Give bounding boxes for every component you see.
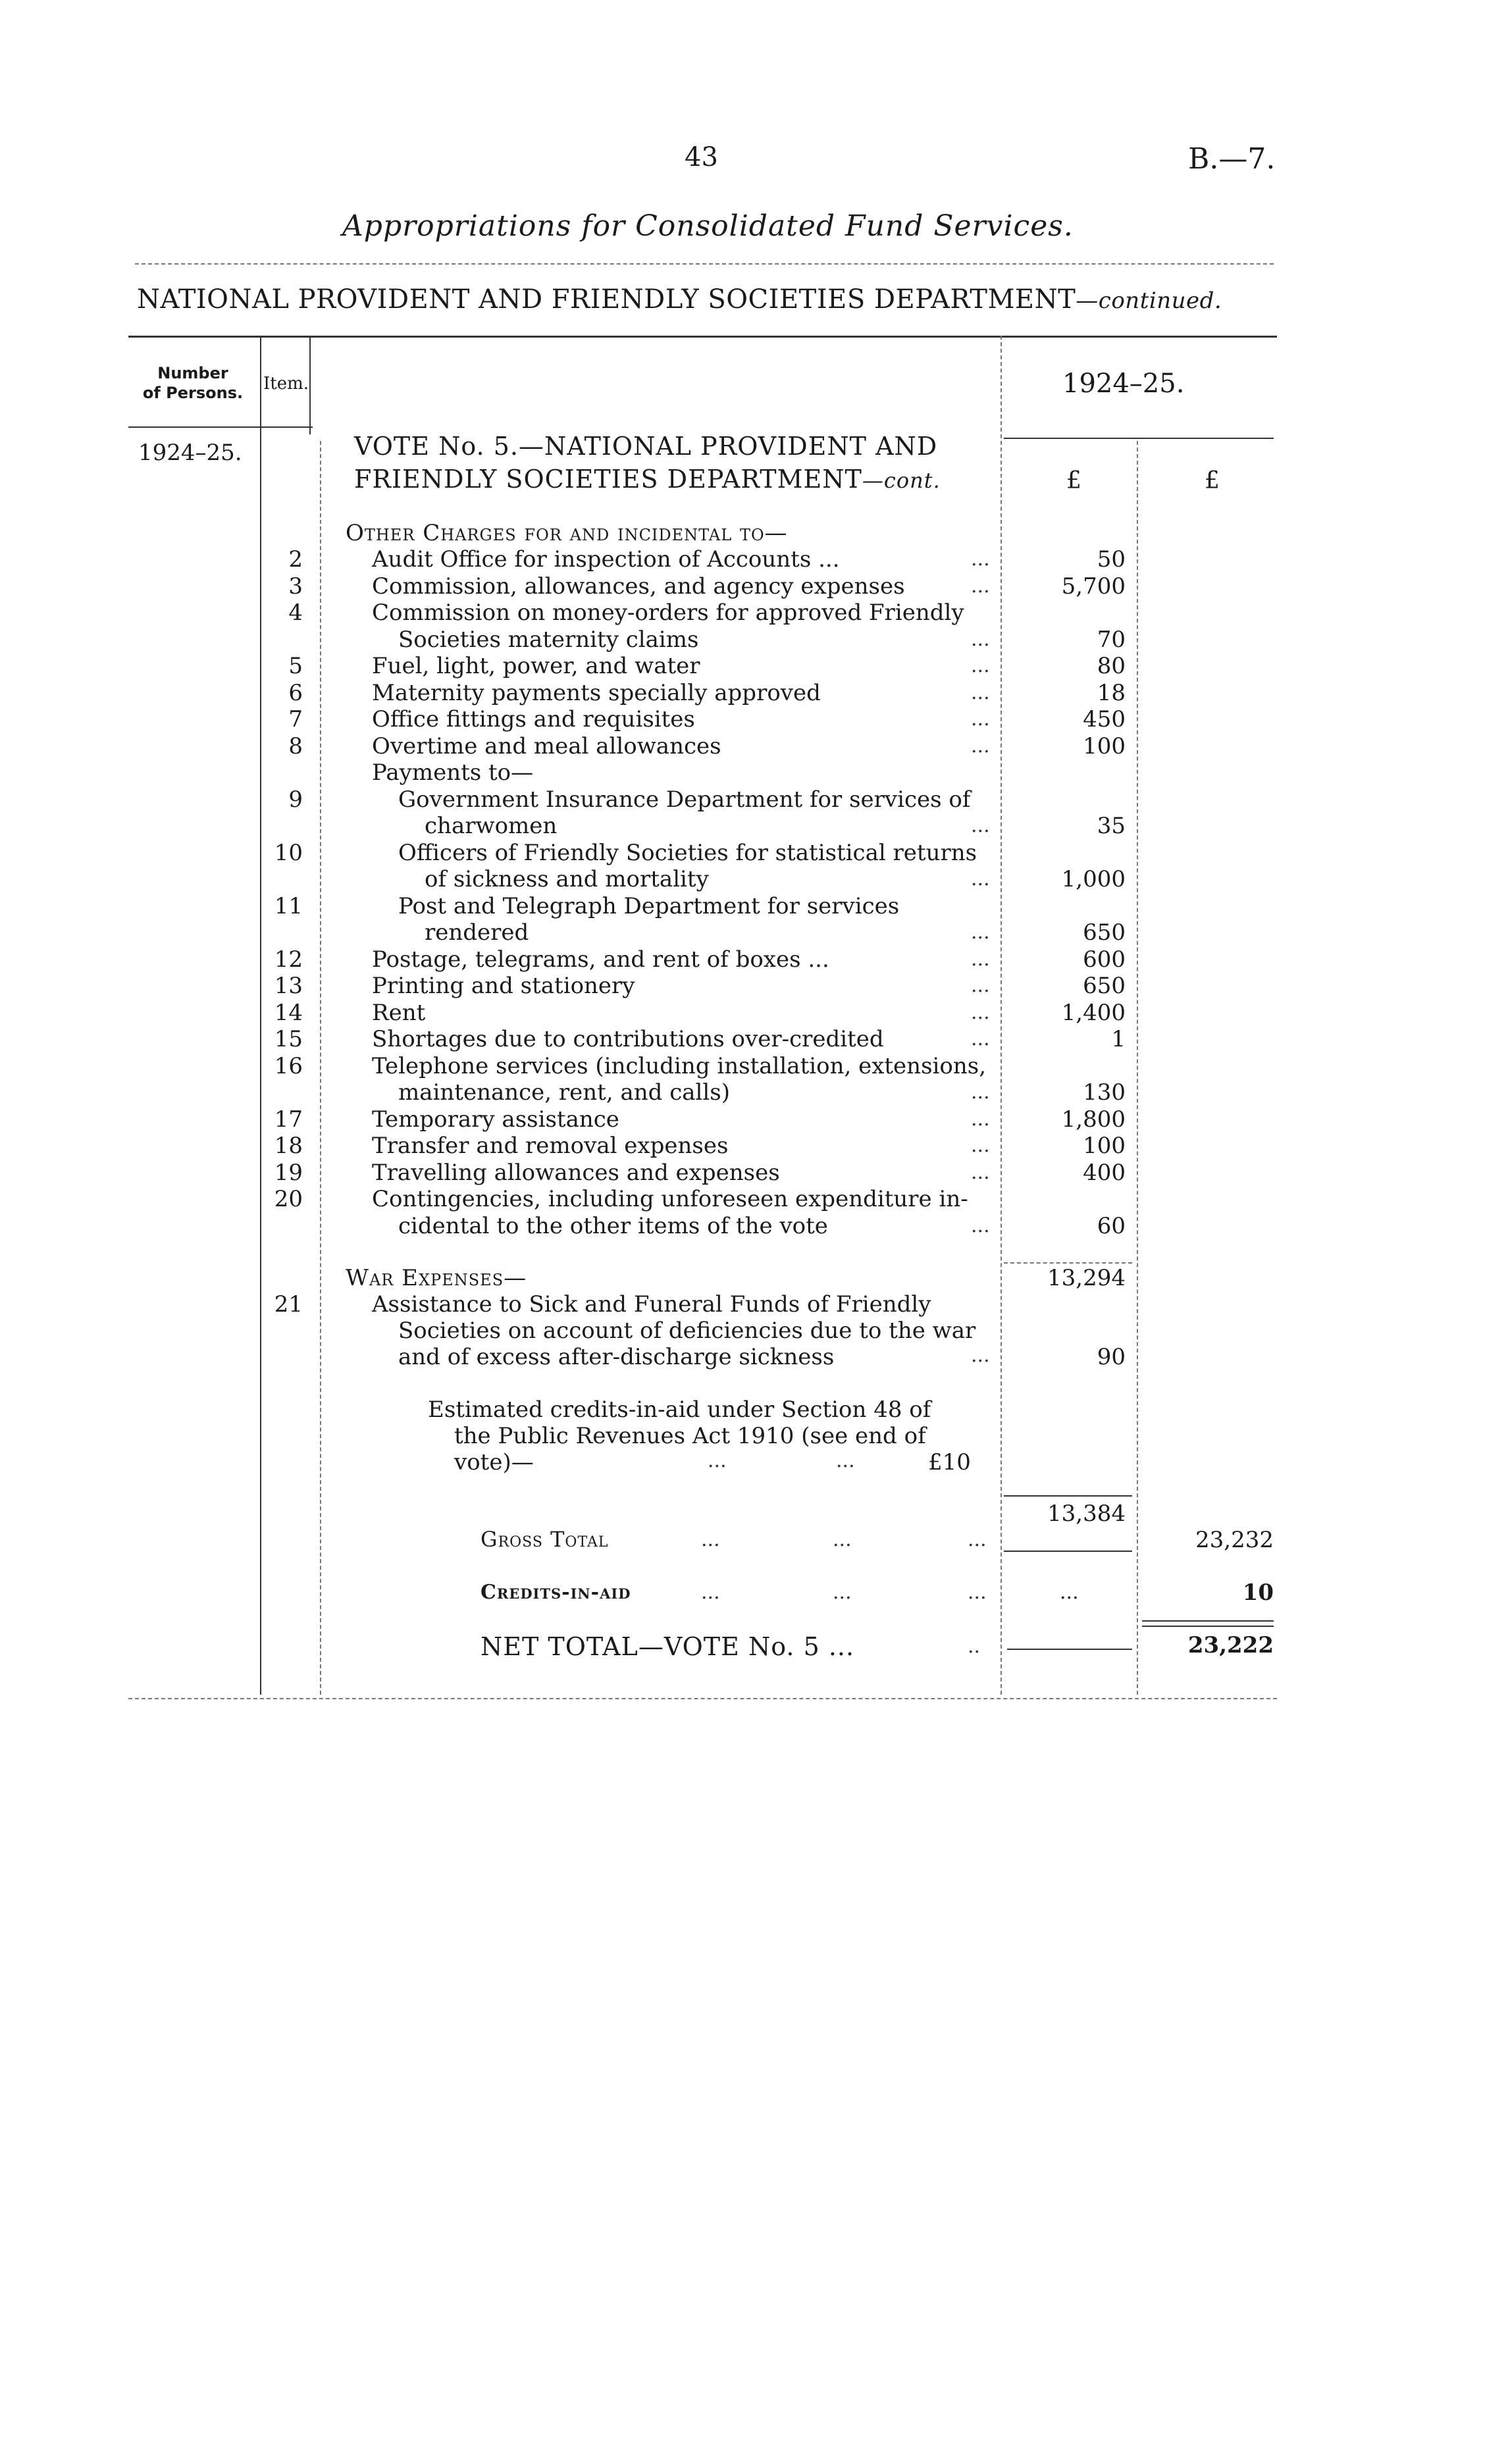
amount-column-rule bbox=[1001, 336, 1002, 1695]
year-column-header: 1924–25. bbox=[1062, 369, 1185, 399]
sum-amount: 13,384 bbox=[1047, 1501, 1126, 1527]
item-description: Commission on money-orders for approved Friendly bbox=[372, 600, 964, 626]
item-description: Office fittings and requisites bbox=[372, 706, 695, 732]
department-heading bbox=[137, 284, 1222, 315]
credits-note-line-1: Estimated credits-in-aid under Section 48 of bbox=[428, 1397, 931, 1423]
item-number: 16 bbox=[274, 1052, 303, 1079]
item-column-rule bbox=[320, 441, 321, 1695]
item-description: Post and Telegraph Department for services bbox=[398, 892, 900, 919]
item-description: of sickness and mortality bbox=[425, 866, 709, 892]
leader-dots: ... bbox=[971, 867, 990, 890]
item-number: 19 bbox=[274, 1159, 303, 1186]
persons-column-rule bbox=[260, 336, 261, 1695]
leader-dots: ... bbox=[971, 574, 990, 598]
item-description: charwomen bbox=[425, 813, 558, 839]
credits-note-line-2: the Public Revenues Act 1910 (see end of bbox=[454, 1423, 926, 1449]
item-number: 20 bbox=[274, 1186, 303, 1212]
item-number: 5 bbox=[288, 653, 303, 679]
item-description: Travelling allowances and expenses bbox=[372, 1159, 780, 1186]
net-total-value: 23,222 bbox=[1187, 1632, 1274, 1658]
leader-dots: ... bbox=[971, 1344, 990, 1367]
department-suffix: —continued. bbox=[1076, 288, 1222, 314]
gross-rule bbox=[1004, 1551, 1132, 1552]
item-amount: 1,400 bbox=[1061, 999, 1126, 1026]
item-description: cidental to the other items of the vote bbox=[398, 1212, 828, 1239]
item-amount: 70 bbox=[1097, 626, 1126, 653]
item-amount: 130 bbox=[1083, 1079, 1126, 1106]
item-description: rendered bbox=[425, 919, 529, 946]
leader-dots: ... bbox=[971, 680, 990, 704]
title-rule bbox=[135, 263, 1274, 265]
war-expenses-heading: War Expenses— bbox=[346, 1265, 527, 1291]
item-column-header: Item. bbox=[263, 374, 309, 394]
leader-dots: ... bbox=[971, 947, 990, 971]
credits-in-aid-value: 10 bbox=[1242, 1579, 1274, 1606]
vote-title-suffix: —cont. bbox=[862, 468, 941, 493]
item-description: Shortages due to contributions over-credited bbox=[372, 1026, 884, 1052]
leader-dots: ... bbox=[971, 1214, 990, 1237]
item-description: Payments to— bbox=[372, 759, 534, 786]
page-number: 43 bbox=[685, 142, 718, 172]
item-description: Postage, telegrams, and rent of boxes ... bbox=[372, 946, 829, 973]
leader-dots: ... bbox=[968, 1528, 987, 1551]
other-charges-heading: Other Charges for and incidental to— bbox=[346, 520, 788, 546]
item-number: 18 bbox=[274, 1133, 303, 1159]
item-number: 4 bbox=[288, 600, 303, 626]
currency-symbol-a: £ bbox=[1066, 467, 1081, 494]
item-amount: 1,000 bbox=[1061, 866, 1126, 892]
leader-dots: ... bbox=[971, 814, 990, 837]
item-number: 14 bbox=[274, 999, 303, 1026]
item-amount: 100 bbox=[1083, 732, 1126, 759]
item-amount: 60 bbox=[1097, 1212, 1126, 1239]
persons-header-line2: of Persons. bbox=[142, 384, 244, 402]
item-amount: 650 bbox=[1083, 919, 1126, 946]
item-number: 8 bbox=[288, 732, 303, 759]
leader-dots: ... bbox=[971, 654, 990, 677]
credits-note-line-3: vote)— bbox=[454, 1449, 534, 1476]
vote-title-text: FRIENDLY SOCIETIES DEPARTMENT bbox=[354, 465, 862, 494]
leader-dots: ... bbox=[971, 1000, 990, 1024]
currency-symbol-b: £ bbox=[1205, 467, 1220, 494]
item-number: 15 bbox=[274, 1026, 303, 1052]
leader-dots: ... bbox=[708, 1449, 727, 1472]
leader-dots: ... bbox=[836, 1449, 855, 1472]
item-number: 9 bbox=[288, 786, 303, 813]
net-rule-top-2 bbox=[1142, 1626, 1274, 1627]
item-number: 6 bbox=[288, 679, 303, 706]
item-description: Contingencies, including unforeseen expenditure in- bbox=[372, 1186, 968, 1212]
item-description: Audit Office for inspection of Accounts ... bbox=[372, 546, 840, 573]
total-column-rule bbox=[1137, 441, 1138, 1695]
department-name: NATIONAL PROVIDENT AND FRIENDLY SOCIETIES DEPARTMENT bbox=[137, 284, 1076, 315]
vote-title-line1: VOTE No. 5.—NATIONAL PROVIDENT AND bbox=[354, 432, 938, 461]
leader-dots: ... bbox=[971, 1160, 990, 1184]
war-expense-line-1: Assistance to Sick and Funeral Funds of Friendly bbox=[372, 1291, 931, 1318]
leader-dots: ... bbox=[971, 707, 990, 731]
leader-dots: ... bbox=[968, 1581, 987, 1604]
persons-header-line1: Number bbox=[157, 364, 228, 382]
item-description: Printing and stationery bbox=[372, 973, 635, 999]
item-description: Maternity payments specially approved bbox=[372, 679, 821, 706]
war-expense-line-2: Societies on account of deficiencies due to the war bbox=[398, 1318, 976, 1344]
leader-dots: ... bbox=[971, 627, 990, 651]
item-number: 7 bbox=[288, 706, 303, 732]
leader-dots: ... bbox=[701, 1528, 720, 1551]
page-title: Appropriations for Consolidated Fund Services. bbox=[342, 209, 1074, 243]
persons-column-header bbox=[130, 363, 255, 403]
item-description: Commission, allowances, and agency expenses bbox=[372, 573, 905, 600]
item-amount: 650 bbox=[1083, 973, 1126, 999]
item-number: 13 bbox=[274, 973, 303, 999]
item-description: maintenance, rent, and calls) bbox=[398, 1079, 730, 1106]
leader-dots: ... bbox=[701, 1581, 720, 1604]
item-amount: 600 bbox=[1083, 946, 1126, 973]
year-rule bbox=[1004, 438, 1274, 439]
item-description: Rent bbox=[372, 999, 426, 1026]
header-left-rule bbox=[128, 426, 313, 428]
credits-in-aid-label: Credits-in-aid bbox=[481, 1581, 631, 1604]
item-amount: 400 bbox=[1083, 1159, 1126, 1186]
item-number: 3 bbox=[288, 573, 303, 600]
item-description: Temporary assistance bbox=[372, 1106, 619, 1133]
item-number: 17 bbox=[274, 1106, 303, 1133]
leader-dots: ... bbox=[971, 734, 990, 757]
item-description: Telephone services (including installation, extensions, bbox=[372, 1052, 987, 1079]
subtotal-rule bbox=[1004, 1262, 1132, 1264]
leader-dots: ... bbox=[971, 921, 990, 944]
item-description: Transfer and removal expenses bbox=[372, 1133, 729, 1159]
net-total-label: NET TOTAL—VOTE No. 5 ... bbox=[481, 1632, 855, 1661]
credits-note-amount: £10 bbox=[928, 1449, 971, 1476]
vote-title-line2 bbox=[354, 465, 941, 494]
item-amount: 450 bbox=[1083, 706, 1126, 732]
item-number: 2 bbox=[288, 546, 303, 573]
sum-rule bbox=[1004, 1495, 1132, 1497]
item-amount: 35 bbox=[1097, 813, 1126, 839]
war-expense-amount: 90 bbox=[1097, 1344, 1126, 1370]
leader-dots: ... bbox=[971, 1107, 990, 1131]
war-expense-line-3: and of excess after-discharge sickness bbox=[398, 1344, 835, 1370]
item-number: 11 bbox=[274, 892, 303, 919]
leader-dots: ... bbox=[971, 1027, 990, 1050]
gross-total-value: 23,232 bbox=[1195, 1527, 1274, 1553]
leader-dots: ... bbox=[833, 1581, 852, 1604]
net-dash-a bbox=[1007, 1649, 1132, 1650]
item-number: 21 bbox=[274, 1291, 303, 1318]
other-charges-subtotal: 13,294 bbox=[1047, 1265, 1126, 1291]
item-amount: 80 bbox=[1097, 653, 1126, 679]
item-amount: 100 bbox=[1083, 1133, 1126, 1159]
leader-dots: ... bbox=[971, 974, 990, 997]
item-amount: 18 bbox=[1097, 679, 1126, 706]
table-bottom-rule bbox=[128, 1698, 1277, 1699]
item-description: Government Insurance Department for services of bbox=[398, 786, 971, 813]
item-number: 10 bbox=[274, 839, 303, 866]
item-amount: 1 bbox=[1111, 1026, 1126, 1052]
item-description: Societies maternity claims bbox=[398, 626, 699, 653]
leader-dots: .. bbox=[968, 1635, 981, 1658]
leader-dots: ... bbox=[833, 1528, 852, 1551]
item-column-rule-top bbox=[309, 336, 311, 434]
item-amount: 1,800 bbox=[1061, 1106, 1126, 1133]
document-reference: B.—7. bbox=[1188, 142, 1276, 176]
leader-dots: ... bbox=[971, 548, 990, 571]
persons-year: 1924–25. bbox=[138, 440, 242, 466]
net-rule-top bbox=[1142, 1620, 1274, 1622]
item-number: 12 bbox=[274, 946, 303, 973]
leader-dots: ... bbox=[971, 1134, 990, 1157]
table-top-rule bbox=[128, 336, 1277, 338]
item-amount: 50 bbox=[1097, 546, 1126, 573]
item-description: Officers of Friendly Societies for statistical returns bbox=[398, 839, 977, 866]
credits-in-aid-a: ... bbox=[1060, 1581, 1079, 1604]
item-amount: 5,700 bbox=[1061, 573, 1126, 600]
item-description: Overtime and meal allowances bbox=[372, 732, 721, 759]
gross-total-label: Gross Total bbox=[481, 1527, 609, 1552]
leader-dots: ... bbox=[971, 1081, 990, 1104]
item-description: Fuel, light, power, and water bbox=[372, 653, 700, 679]
